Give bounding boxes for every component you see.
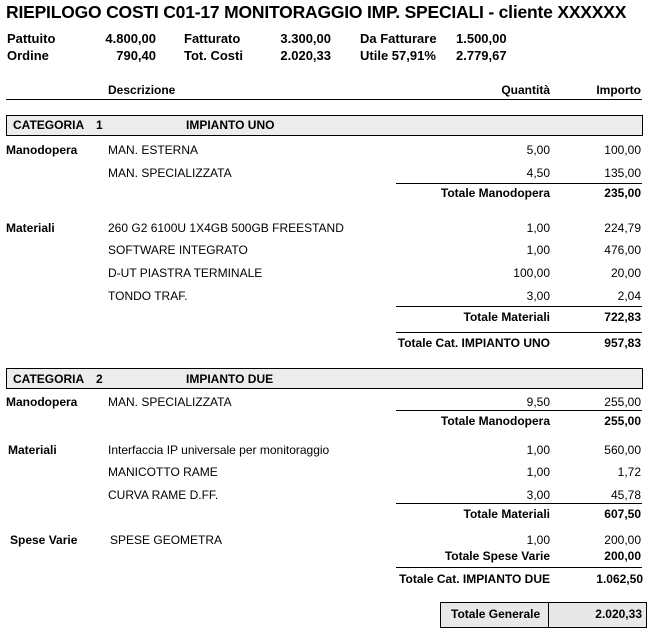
subtotal-label: Totale Spese Varie [444,549,550,563]
subtotal-label: Totale Manodopera [440,414,550,428]
row-desc: Interfaccia IP universale per monitoraggio [108,443,330,457]
subtotal-rule [396,183,642,184]
row-desc: D-UT PIASTRA TERMINALE [108,266,263,280]
row-amount: 2,04 [617,289,641,303]
header-rule [6,99,642,100]
category-number: 1 [96,118,103,132]
grand-total-label: Totale Generale [451,607,541,621]
row-desc: MAN. ESTERNA [108,143,199,157]
row-qty: 1,00 [526,443,550,457]
fatturato-value: 3.300,00 [280,31,331,46]
category-total-rule [396,567,642,568]
fatturato-label: Fatturato [184,31,241,46]
row-qty: 3,00 [526,289,550,303]
group-label: Manodopera [6,395,78,409]
ordine-value: 790,40 [116,48,156,63]
tot-costi-value: 2.020,33 [280,48,331,63]
ordine-label: Ordine [7,48,49,63]
row-amount: 20,00 [610,266,641,280]
row-amount: 560,00 [604,443,641,457]
category-total-rule [396,332,642,333]
subtotal-label: Totale Materiali [463,310,550,324]
row-qty: 100,00 [513,266,550,280]
row-qty: 1,00 [526,465,550,479]
category-number: 2 [96,372,103,386]
da-fatturare-value: 1.500,00 [456,31,507,46]
category-total-value: 957,83 [604,336,641,350]
row-desc: MANICOTTO RAME [108,465,218,479]
row-desc: MAN. SPECIALIZZATA [108,395,232,409]
pattuito-label: Pattuito [7,31,56,46]
row-amount: 200,00 [604,533,641,547]
subtotal-value: 607,50 [604,507,641,521]
utile-value: 2.779,67 [456,48,507,63]
group-label: Materiali [6,221,55,235]
subtotal-label: Totale Manodopera [440,186,550,200]
category-label: CATEGORIA [13,372,85,386]
grand-total-value: 2.020,33 [595,607,642,621]
subtotal-rule [396,306,642,307]
category-name: IMPIANTO UNO [186,118,275,132]
row-amount: 135,00 [604,166,641,180]
column-quantita: Quantità [501,83,550,97]
group-label: Spese Varie [10,533,78,547]
row-qty: 5,00 [526,143,550,157]
column-descrizione: Descrizione [108,83,176,97]
category-name: IMPIANTO DUE [186,372,274,386]
row-desc: CURVA RAME D.FF. [108,488,219,502]
row-amount: 100,00 [604,143,641,157]
category-label: CATEGORIA [13,118,85,132]
row-amount: 45,78 [610,488,641,502]
row-qty: 3,00 [526,488,550,502]
subtotal-value: 235,00 [604,186,641,200]
subtotal-label: Totale Materiali [463,507,550,521]
subtotal-rule [396,410,642,411]
report-title: RIEPILOGO COSTI C01-17 MONITORAGGIO IMP. SPECIALI - cliente XXXXXX [6,2,627,22]
row-desc: SOFTWARE INTEGRATO [108,243,248,257]
category-total-label: Totale Cat. IMPIANTO UNO [397,336,550,350]
row-qty: 1,00 [526,533,550,547]
subtotal-rule [396,503,642,504]
row-qty: 1,00 [526,221,550,235]
row-desc: SPESE GEOMETRA [110,533,223,547]
row-qty: 1,00 [526,243,550,257]
tot-costi-label: Tot. Costi [184,48,243,63]
subtotal-value: 255,00 [604,414,641,428]
row-amount: 1,72 [617,465,641,479]
row-amount: 255,00 [604,395,641,409]
utile-label: Utile 57,91% [360,48,436,63]
row-desc: MAN. SPECIALIZZATA [108,166,232,180]
subtotal-value: 200,00 [604,549,641,563]
da-fatturare-label: Da Fatturare [360,31,437,46]
row-amount: 476,00 [604,243,641,257]
subtotal-value: 722,83 [604,310,641,324]
column-importo: Importo [596,83,641,97]
row-desc: TONDO TRAF. [108,289,188,303]
row-qty: 4,50 [526,166,550,180]
row-desc: 260 G2 6100U 1X4GB 500GB FREESTAND [108,221,344,235]
pattuito-value: 4.800,00 [105,31,156,46]
row-qty: 9,50 [526,395,550,409]
group-label: Materiali [8,443,57,457]
row-amount: 224,79 [604,221,641,235]
category-total-label: Totale Cat. IMPIANTO DUE [399,572,550,586]
category-total-value: 1.062,50 [596,572,643,586]
group-label: Manodopera [6,143,78,157]
